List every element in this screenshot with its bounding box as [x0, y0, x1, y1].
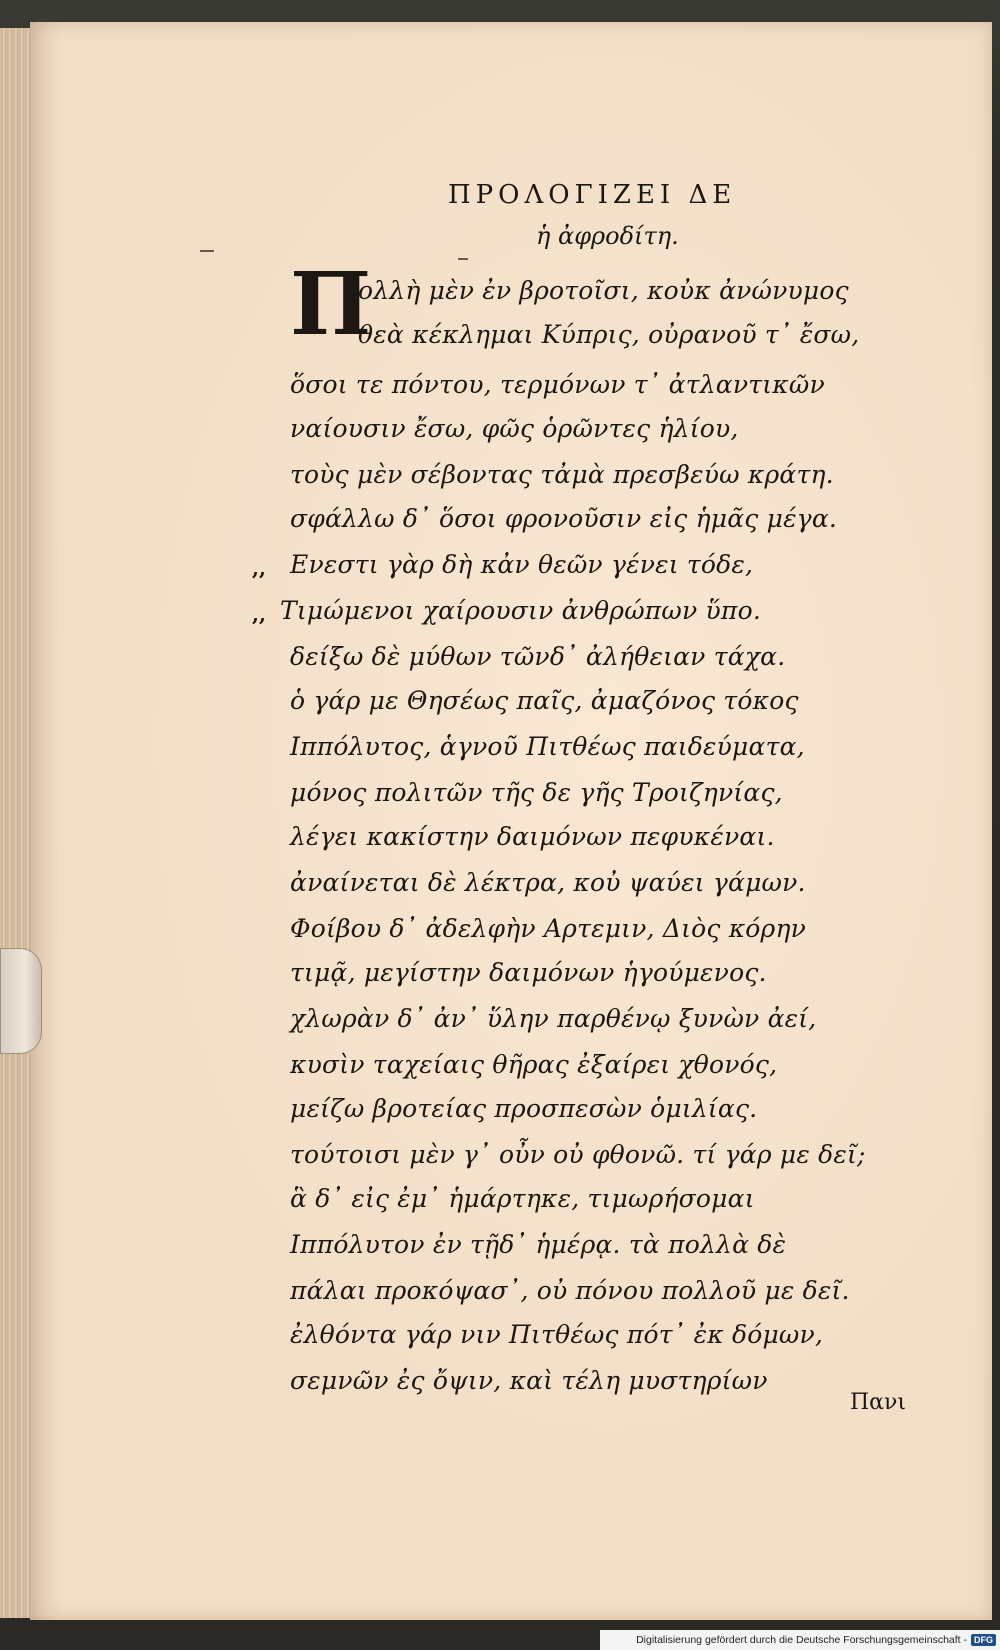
text-line: τιμᾷ, μεγίστην δαιμόνων ἡγούμενος. [290, 958, 767, 987]
text-line: τοὺς μὲν σέβοντας τἀμὰ πρεσβεύω κράτη. [290, 460, 834, 489]
text-line: κυσὶν ταχείαις θῆρας ἐξαίρει χθονός, [290, 1050, 778, 1079]
text-line: σφάλλω δ᾽ ὅσοι φρονοῦσιν εἰς ἡμᾶς μέγα. [290, 504, 838, 533]
text-line: μόνος πολιτῶν τῆς δε γῆς Τροιζηνίας, [290, 778, 783, 807]
text-line: ἃ δ᾽ εἰς ἐμ᾽ ἡμάρτηκε, τιμωρήσομαι [290, 1184, 755, 1213]
text-line: τούτοισι μὲν γ᾽ οὖν οὐ φθονῶ. τί γάρ με δεῖ; [290, 1140, 866, 1169]
text-line: ἐλθόντα γάρ νιν Πιτθέως πότ᾽ ἐκ δόμων, [290, 1320, 824, 1349]
page-clip [0, 948, 42, 1054]
catchword: Πανι [850, 1390, 907, 1415]
text-line: Τιμώμενοι χαίρουσιν ἀνθρώπων ὕπο. [280, 596, 761, 625]
text-line: ὁ γάρ με Θησέως παῖς, ἀμαζόνος τόκος [290, 686, 799, 715]
text-line: θεὰ κέκλημαι Κύπρις, οὐρανοῦ τ᾽ ἔσω, [358, 320, 860, 349]
text-line: Φοίβου δ᾽ ἀδελφὴν Αρτεμιν, Διὸς κόρην [290, 914, 807, 943]
text-line: λέγει κακίστην δαιμόνων πεφυκέναι. [290, 822, 775, 851]
text-line: Ιππόλυτον ἐν τῇδ᾽ ἡμέρᾳ. τὰ πολλὰ δὲ [290, 1230, 787, 1259]
text-line: ἀναίνεται δὲ λέκτρα, κοὐ ψαύει γάμων. [290, 868, 806, 897]
dfg-logo: DFG [971, 1634, 996, 1646]
section-heading: ΠΡΟΛΟΓΙΖΕΙ ΔΕ [448, 180, 737, 210]
text-line: Ενεστι γὰρ δὴ κἀν θεῶν γένει τόδε, [290, 550, 754, 579]
text-line: πάλαι προκόψασ᾽, οὐ πόνου πολλοῦ με δεῖ. [290, 1276, 850, 1305]
text-line: ναίουσιν ἔσω, φῶς ὁρῶντες ἡλίου, [290, 414, 739, 443]
text-line: ὅσοι τε πόντου, τερμόνων τ᾽ ἀτλαντικῶν [290, 370, 825, 399]
drop-cap: Π [290, 254, 372, 355]
text-line: δείξω δὲ μύθων τῶνδ᾽ ἀλήθειαν τάχα. [290, 642, 786, 671]
text-line: ολλὴ μὲν ἐν βροτοῖσι, κοὐκ ἀνώνυμος [358, 276, 849, 305]
attribution-text: Digitalisierung gefördert durch die Deutsche Forschungsgemeinschaft - [636, 1634, 967, 1646]
quotation-mark: ,, [252, 556, 266, 580]
quotation-mark: ,, [252, 602, 266, 626]
attribution-bar [600, 1630, 1000, 1650]
margin-mark [200, 250, 214, 252]
text-line: Ιππόλυτος, ἁγνοῦ Πιτθέως παιδεύματα, [290, 732, 805, 761]
text-line: σεμνῶν ἐς ὄψιν, καὶ τέλη μυστηρίων [290, 1366, 768, 1395]
margin-mark [458, 258, 468, 260]
section-subheading: ἡ ἀφροδίτη. [536, 222, 679, 250]
text-line: μείζω βροτείας προσπεσὼν ὁμιλίας. [290, 1094, 758, 1123]
text-line: χλωρὰν δ᾽ ἀν᾽ ὕλην παρθένῳ ξυνὼν ἀεί, [290, 1004, 817, 1033]
